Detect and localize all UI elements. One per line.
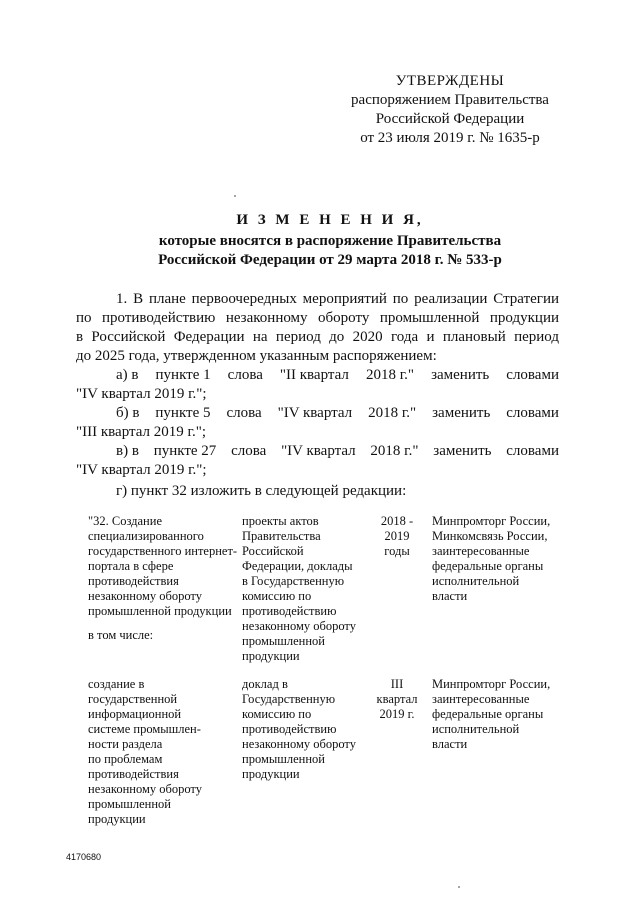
cell-line: специализированного <box>88 529 204 543</box>
cell-line: государственного интернет- <box>88 544 238 558</box>
cell-line: системе промышлен- <box>88 722 201 736</box>
cell-line: доклад в <box>242 677 288 691</box>
cell-line: информационной <box>88 707 182 721</box>
item-word: "IV квартал <box>281 443 356 459</box>
cell-line: исполнительной <box>432 722 520 736</box>
item-word: заменить <box>432 405 491 421</box>
cell-line: в Государственную <box>242 574 345 588</box>
cell-line: комиссию по <box>242 707 312 721</box>
list-item-a-continuation: "IV квартал 2019 г."; <box>76 386 207 402</box>
list-item-b <box>76 404 559 423</box>
item-word: словами <box>506 405 559 421</box>
table-row1-col2 <box>242 514 356 664</box>
cell-line: 2019 г. <box>379 707 415 721</box>
table-row2-col1 <box>88 677 202 827</box>
cell-line: 2018 - <box>380 514 414 528</box>
table-row1-col1 <box>88 514 237 619</box>
scan-speck <box>234 195 236 197</box>
approval-date: от 23 июля 2019 г. № 1635-р <box>360 130 540 146</box>
paragraph-line: в Российской Федерации на период до 2020 года и плановый период <box>76 329 559 345</box>
cell-line: квартал <box>376 692 418 706</box>
cell-line: заинтересованные <box>432 692 530 706</box>
item-word: словами <box>506 367 559 383</box>
cell-line: противодействия <box>88 574 179 588</box>
table-row1-including <box>88 628 153 643</box>
cell-line: продукции <box>242 649 300 663</box>
approval-line: Российской Федерации <box>375 111 525 127</box>
cell-line: власти <box>432 737 468 751</box>
list-item-v-continuation: "IV квартал 2019 г."; <box>76 462 207 478</box>
table-row2-col2 <box>242 677 356 782</box>
item-word: слова <box>226 405 262 421</box>
item-word: пункте 1 <box>155 367 211 383</box>
cell-line: портала в сфере <box>88 559 174 573</box>
cell-line: Минкомсвязь России, <box>432 529 548 543</box>
cell-line: по проблемам <box>88 752 163 766</box>
cell-line: незаконному обороту <box>88 782 202 796</box>
cell-line: федеральные органы <box>432 707 544 721</box>
cell-line: продукции <box>88 812 146 826</box>
cell-line: Федерации, доклады <box>242 559 353 573</box>
cell-line: Российской <box>242 544 304 558</box>
item-word: в) в <box>116 443 139 459</box>
cell-line: промышленной продукции <box>88 604 232 618</box>
cell-line: промышленной <box>242 634 325 648</box>
cell-line: Правительства <box>242 529 321 543</box>
cell-line: незаконному обороту <box>88 589 202 603</box>
document-subtitle <box>60 232 600 270</box>
cell-line: Государственную <box>242 692 336 706</box>
cell-line: противодействию <box>242 722 337 736</box>
document-number: 4170680 <box>66 852 102 862</box>
document-title: И З М Е Н Е Н И Я, <box>236 212 424 228</box>
paragraph-line: 1. В плане первоочередных мероприятий по реализации Стратегии <box>116 291 559 307</box>
cell-line: незаконному обороту <box>242 619 356 633</box>
cell-line: создание в <box>88 677 145 691</box>
approval-line: распоряжением Правительства <box>351 92 549 108</box>
cell-line: в том числе: <box>88 628 154 642</box>
cell-line: III <box>390 677 404 691</box>
subtitle-line: которые вносятся в распоряжение Правительства <box>158 233 502 249</box>
item-word: слова <box>227 367 263 383</box>
approval-title: УТВЕРЖДЕНЫ <box>395 73 505 89</box>
cell-line: исполнительной <box>432 574 520 588</box>
paragraph-line: по противодействию незаконному обороту промышленной продукции <box>76 310 559 326</box>
cell-line: федеральные органы <box>432 559 544 573</box>
table-row2-col4 <box>432 677 550 752</box>
cell-line: годы <box>384 544 410 558</box>
cell-line: Минпромторг России, <box>432 514 551 528</box>
table-row2-col3 <box>372 677 422 722</box>
item-word: "IV квартал <box>277 405 353 421</box>
cell-line: противодействия <box>88 767 179 781</box>
item-word: заменить <box>433 443 492 459</box>
list-item-a <box>76 366 559 385</box>
cell-line: продукции <box>242 767 300 781</box>
cell-line: Минпромторг России, <box>432 677 551 691</box>
item-word: пункте 27 <box>153 443 217 459</box>
item-word: словами <box>506 443 559 459</box>
item-word: "II квартал <box>279 367 349 383</box>
item-word: слова <box>231 443 267 459</box>
cell-line: "32. Создание <box>88 514 162 528</box>
cell-line: власти <box>432 589 468 603</box>
scan-speck <box>458 886 460 888</box>
item-word: 2018 г." <box>370 443 419 459</box>
cell-line: противодействию <box>242 604 337 618</box>
item-word: пункте 5 <box>155 405 211 421</box>
cell-line: комиссию по <box>242 589 312 603</box>
cell-line: проекты актов <box>242 514 319 528</box>
cell-line: промышленной <box>88 797 171 811</box>
list-item-b-continuation: "III квартал 2019 г."; <box>76 424 207 440</box>
cell-line: промышленной <box>242 752 325 766</box>
table-row1-col4 <box>432 514 550 604</box>
cell-line: ности раздела <box>88 737 163 751</box>
cell-line: заинтересованные <box>432 544 530 558</box>
cell-line: незаконному обороту <box>242 737 356 751</box>
paragraph-line: до 2025 года, утвержденном указанным распоряжением: <box>76 348 437 364</box>
list-item-g: г) пункт 32 изложить в следующей редакции: <box>116 483 407 499</box>
subtitle-line: Российской Федерации от 29 марта 2018 г. № 533-р <box>158 252 502 268</box>
table-row1-col3 <box>372 514 422 559</box>
item-word: заменить <box>431 367 490 383</box>
paragraph-1 <box>76 290 559 366</box>
item-word: 2018 г." <box>365 367 415 383</box>
approval-block <box>330 72 570 148</box>
list-item-v <box>76 442 559 461</box>
item-word: а) в <box>116 367 139 383</box>
cell-line: государственной <box>88 692 178 706</box>
cell-line: 2019 <box>384 529 410 543</box>
item-word: 2018 г." <box>368 405 417 421</box>
item-word: б) в <box>116 405 140 421</box>
